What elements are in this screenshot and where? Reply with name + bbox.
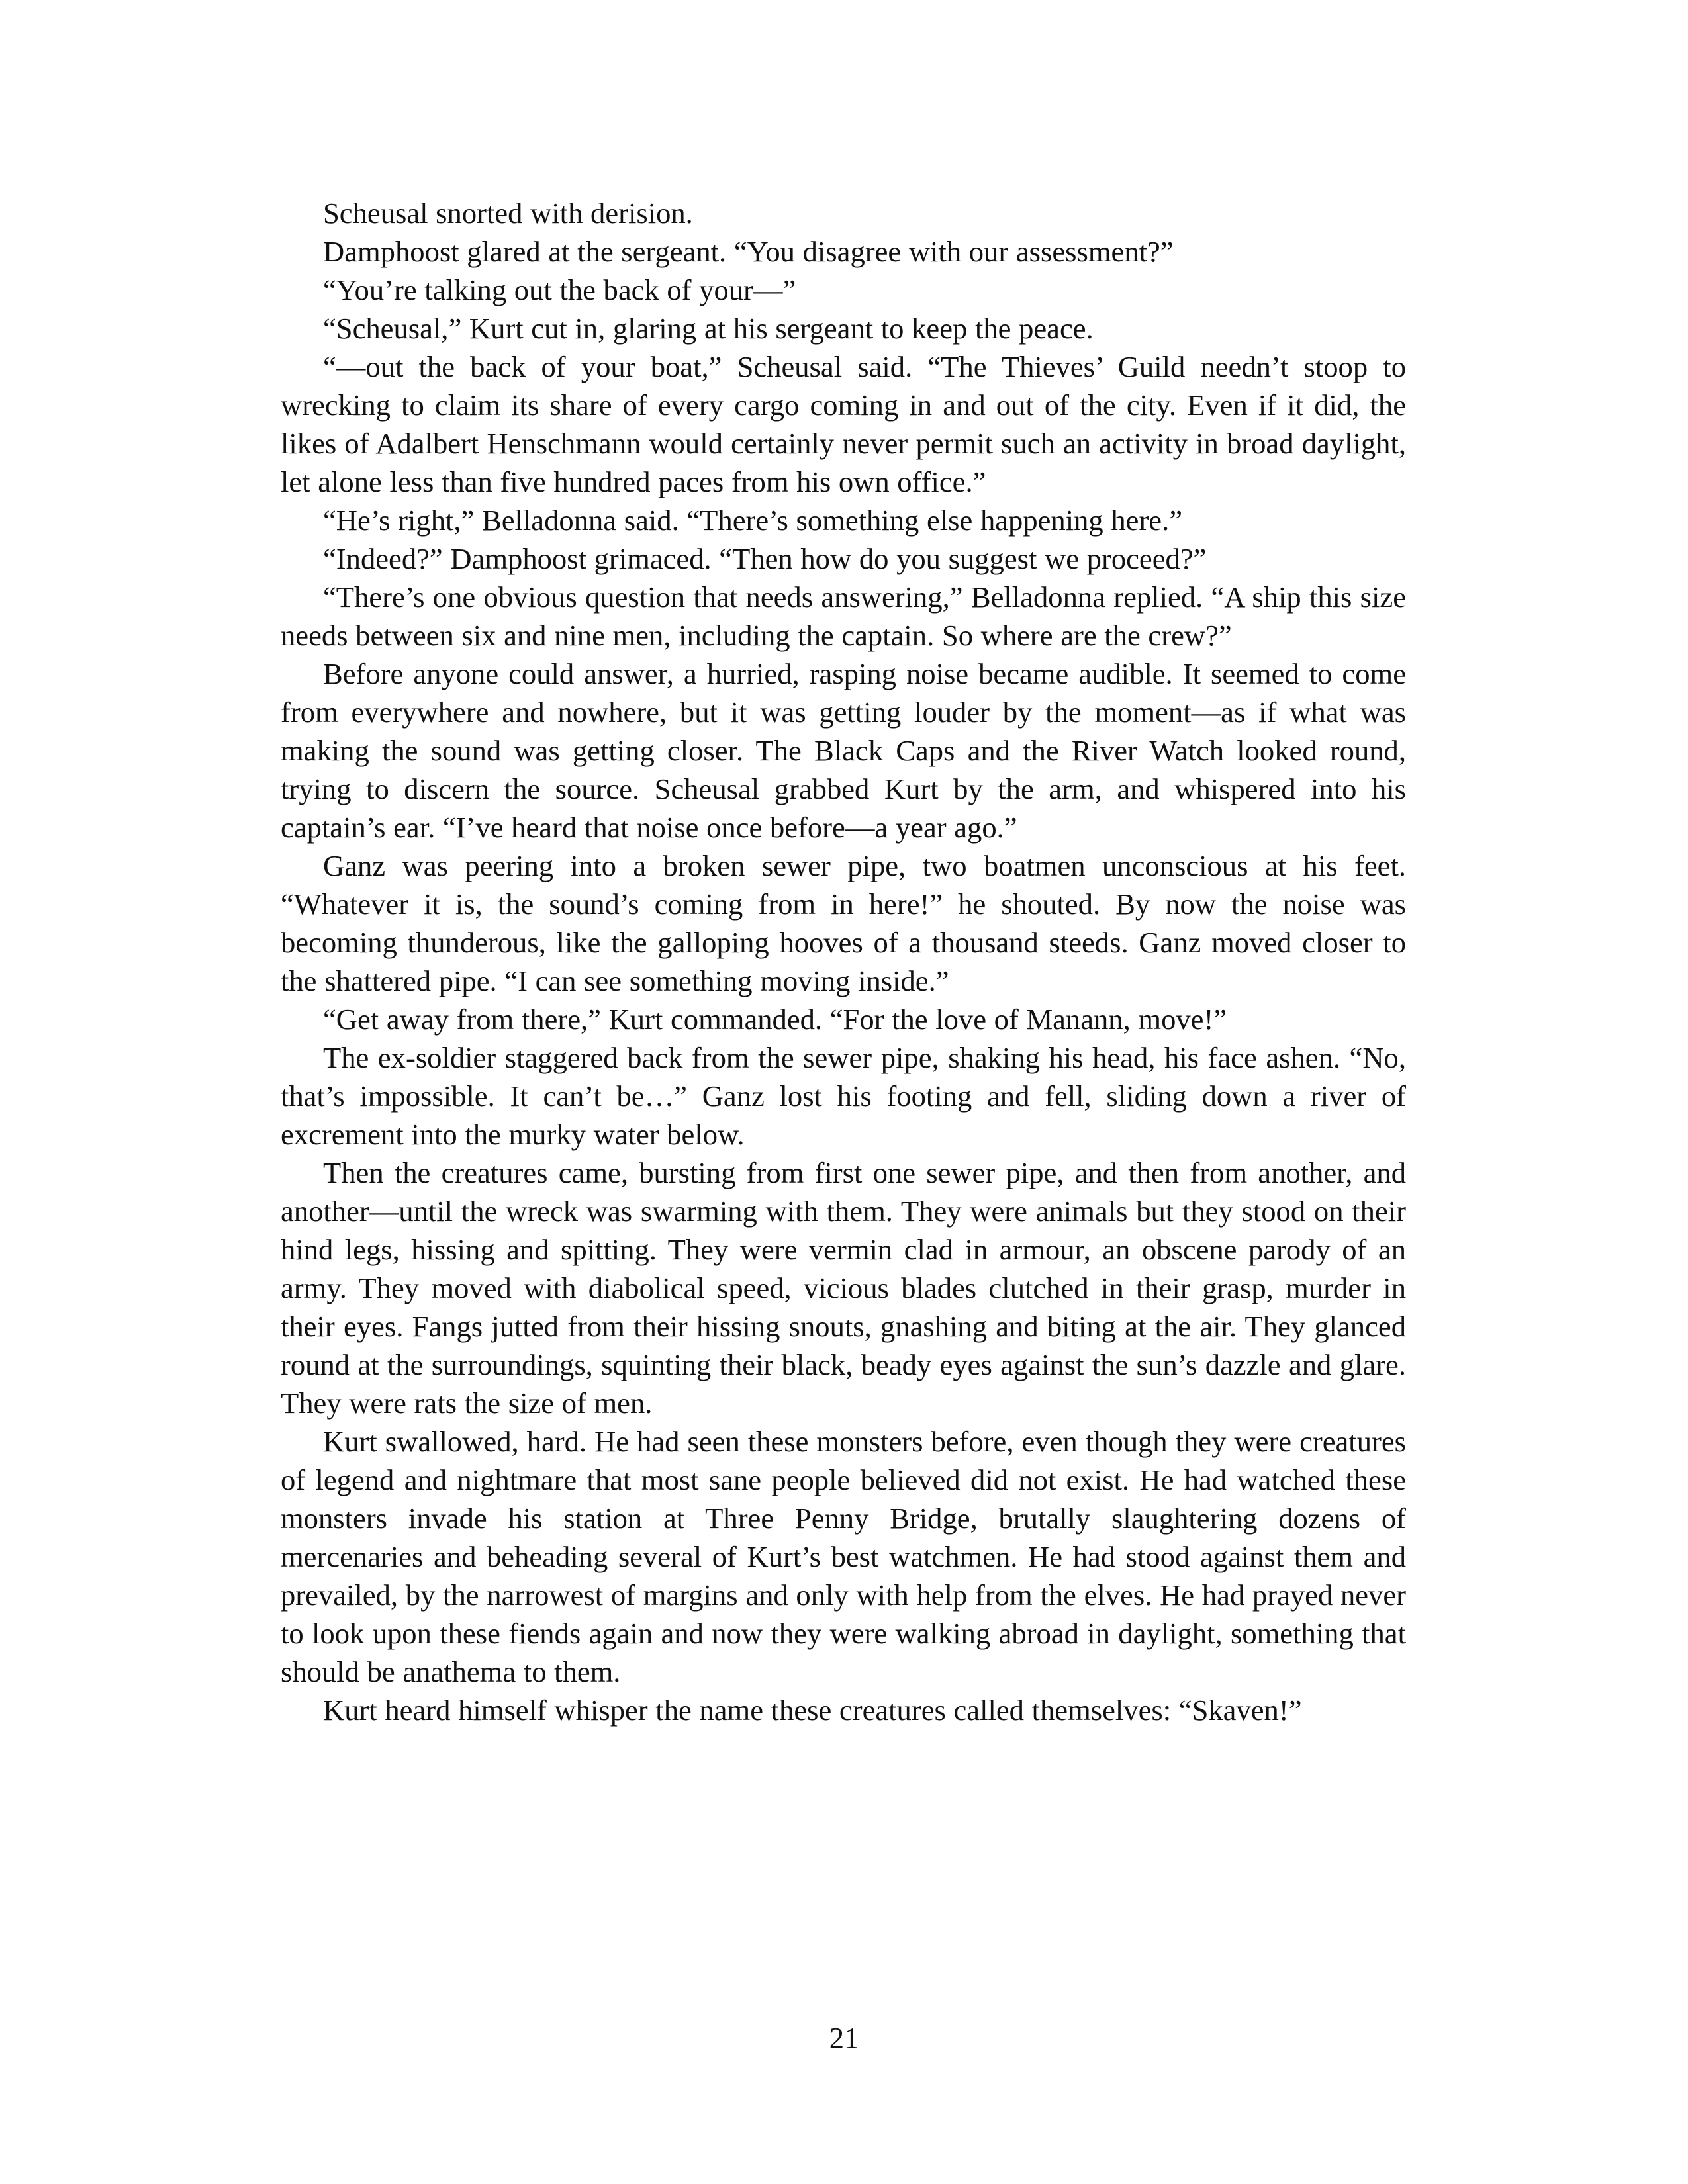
paragraph-10: Ganz was peering into a broken sewer pipe, two boatmen unconscious at his feet. “Whatever it is, the sound’s coming from in here!” he shouted. By now the noise was becoming thunderous, like the galloping hooves of a thousand steeds. Ganz moved closer to the shattered pipe. “I can see something moving inside.” [281,849,1406,997]
paragraph-4: “Scheusal,” Kurt cut in, glaring at his sergeant to keep the peace. [323,312,1094,345]
paragraph-12: The ex-soldier staggered back from the sewer pipe, shaking his head, his face ashen. “No, that’s impossible. It can’t be…” Ganz lost his footing and fell, sliding down a river of excrement into the murky water below. [281,1041,1406,1151]
paragraph-14: Kurt swallowed, hard. He had seen these monsters before, even though they were creatures of legend and nightmare that most sane people believed did not exist. He had watched these monsters invade his station at Three Penny Bridge, brutally slaughtering dozens of mercenaries and beheading several of Kurt’s best watchmen. He had stood against them and prevailed, by the narrowest of margins and only with help from the elves. He had prayed never to look upon these fiends again and now they were walking abroad in daylight, something that should be anathema to them. [281,1425,1406,1688]
paragraph-15: Kurt heard himself whisper the name these creatures called themselves: “Skaven!” [323,1694,1302,1727]
paragraph-9: Before anyone could answer, a hurried, rasping noise became audible. It seemed to come from everywhere and nowhere, but it was getting louder by the moment—as if what was making the sound was getting closer. The Black Caps and the River Watch looked round, trying to discern the source. Scheusal grabbed Kurt by the arm, and whispered into his captain’s ear. “I’ve heard that noise once before—a year ago.” [281,657,1406,844]
paragraph-2: Damphoost glared at the sergeant. “You disagree with our assessment?” [323,235,1174,268]
paragraph-5: “—out the back of your boat,” Scheusal said. “The Thieves’ Guild needn’t stoop to wrecking to claim its share of every cargo coming in and out of the city. Even if it did, the likes of Adalbert Henschmann would certainly never permit such an activity in broad daylight, let alone less than five hundred paces from his own office.” [281,350,1406,498]
paragraph-8: “There’s one obvious question that needs answering,” Belladonna replied. “A ship this size needs between six and nine men, including the captain. So where are the crew?” [281,580,1406,652]
paragraph-7: “Indeed?” Damphoost grimaced. “Then how do you suggest we proceed?” [323,542,1207,575]
paragraph-3: “You’re talking out the back of your—” [323,273,796,306]
paragraph-6: “He’s right,” Belladonna said. “There’s something else happening here.” [323,504,1183,537]
paragraph-11: “Get away from there,” Kurt commanded. “For the love of Manann, move!” [323,1003,1227,1036]
page-number: 21 [829,2021,859,2054]
paragraph-13: Then the creatures came, bursting from first one sewer pipe, and then from another, and another—until the wreck was swarming with them. They were animals but they stood on their hind legs, hissing and spitting. They were vermin clad in armour, an obscene parody of an army. They moved with diabolical speed, vicious blades clutched in their grasp, murder in their eyes. Fangs jutted from their hissing snouts, gnashing and biting at the air. They glanced round at the surroundings, squinting their black, beady eyes against the sun’s dazzle and glare. They were rats the size of men. [281,1156,1406,1420]
paragraph-1: Scheusal snorted with derision. [323,197,693,230]
body-text [281,194,1406,1729]
